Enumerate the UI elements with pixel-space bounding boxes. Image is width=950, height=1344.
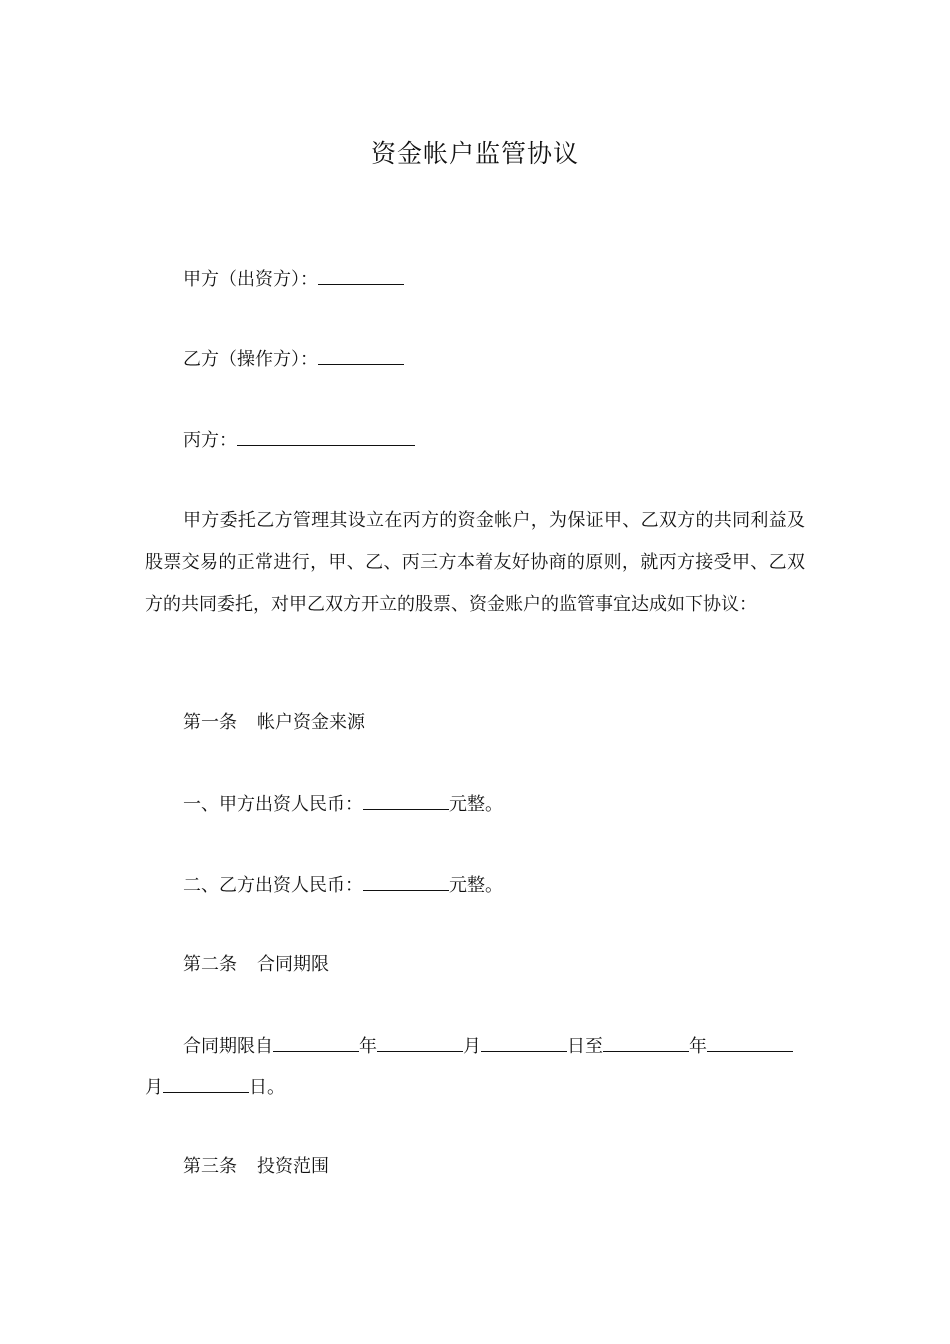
article-3-number: 第三条: [183, 1156, 237, 1177]
party-b-label: 乙方（操作方）：: [183, 349, 318, 370]
term-end: 日。: [249, 1077, 285, 1098]
term-month-1: 月: [463, 1036, 481, 1057]
item-2-blank: [363, 872, 449, 891]
term-day-1-blank: [481, 1033, 567, 1052]
article-2-title: 合同期限: [257, 954, 329, 975]
term-month-2: 月: [145, 1077, 163, 1098]
article-1-number: 第一条: [183, 712, 237, 733]
article-1-heading: [183, 711, 365, 735]
document-title: 资金帐户监管协议: [370, 139, 579, 168]
item-2-prefix: 二、乙方出资人民币：: [183, 875, 363, 896]
party-a-blank: [318, 266, 404, 285]
party-a-label: 甲方（出资方）：: [183, 269, 318, 290]
article-3-heading: [183, 1155, 329, 1179]
item-1-line: [183, 791, 503, 817]
item-1-prefix: 一、甲方出资人民币：: [183, 794, 363, 815]
article-2-number: 第二条: [183, 954, 237, 975]
term-month-1-blank: [377, 1033, 463, 1052]
article-2-heading: [183, 953, 329, 977]
party-c-blank: [237, 427, 415, 446]
intro-paragraph: 甲方委托乙方管理其设立在丙方的资金帐户，为保证甲、乙双方的共同利益及股票交易的正常进行，甲、乙、丙三方本着友好协商的原则，就丙方接受甲、乙双方的共同委托，对甲乙双方开立的股票、资金账户的监管事宜达成如下协议：: [145, 510, 805, 615]
party-b-blank: [318, 346, 404, 365]
term-day-to: 日至: [567, 1036, 603, 1057]
party-c-label: 丙方：: [183, 430, 237, 451]
item-1-suffix: 元整。: [449, 794, 503, 815]
term-year-2-blank: [603, 1033, 689, 1052]
party-a-line: [183, 266, 404, 292]
term-day-2-blank: [163, 1074, 249, 1093]
term-month-2-blank: [707, 1033, 793, 1052]
term-year-1-blank: [273, 1033, 359, 1052]
term-prefix: 合同期限自: [183, 1036, 273, 1057]
term-year-2: 年: [689, 1036, 707, 1057]
party-c-line: [183, 427, 415, 453]
item-2-line: [183, 872, 503, 898]
article-1-title: 帐户资金来源: [257, 712, 365, 733]
item-1-blank: [363, 791, 449, 810]
term-line-2: [145, 1074, 285, 1100]
party-b-line: [183, 346, 404, 372]
term-year-1: 年: [359, 1036, 377, 1057]
item-2-suffix: 元整。: [449, 875, 503, 896]
article-3-title: 投资范围: [257, 1156, 329, 1177]
term-line-1: [183, 1033, 793, 1059]
